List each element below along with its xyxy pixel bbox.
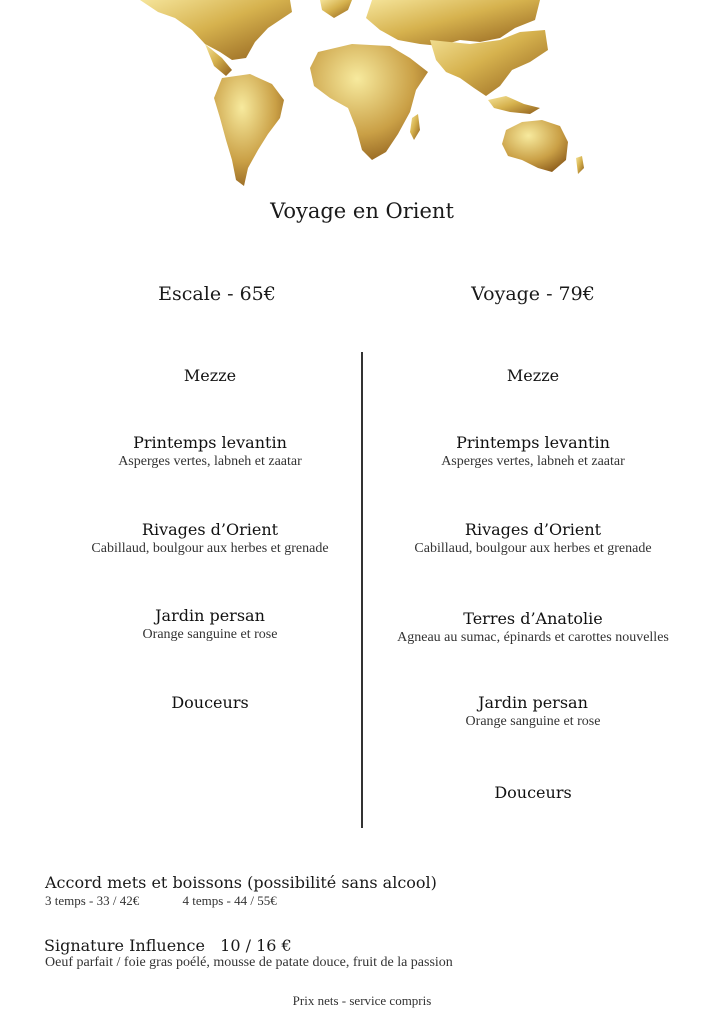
left-course-mezze: [35, 366, 385, 386]
course-name: Mezze: [506, 366, 560, 385]
left-course-printemps: [35, 433, 385, 471]
right-course-mezze: [358, 366, 708, 386]
course-description: Agneau au sumac, épinards et carottes nouvelles: [397, 630, 669, 645]
new-zealand-shape: [576, 156, 584, 174]
voyage-menu-heading: Voyage - 79€: [471, 283, 595, 305]
indonesia-shape: [488, 96, 540, 114]
australia-shape: [502, 120, 568, 172]
right-course-printemps: [358, 433, 708, 471]
south-america-shape: [214, 74, 284, 186]
course-name: Douceurs: [494, 783, 572, 802]
column-divider: [361, 352, 363, 828]
africa-shape: [310, 44, 428, 160]
pairing-option-3: 3 temps - 33 / 42€: [45, 893, 140, 908]
right-course-terres: [358, 609, 708, 647]
right-course-jardin: [358, 693, 708, 731]
greenland-shape: [320, 0, 352, 18]
course-name: Mezze: [183, 366, 237, 385]
course-name: Jardin persan: [478, 693, 588, 712]
course-name: Douceurs: [171, 693, 249, 712]
course-description: Asperges vertes, labneh et zaatar: [118, 454, 302, 469]
price-footnote: Prix nets - service compris: [292, 993, 432, 1008]
signature-dish-description: Oeuf parfait / foie gras poélé, mousse de patate douce, fruit de la passion: [45, 955, 453, 970]
escale-menu-heading: Escale - 65€: [158, 283, 276, 305]
north-america-shape: [140, 0, 292, 60]
course-name: Rivages d’Orient: [464, 520, 602, 539]
course-name: Terres d’Anatolie: [463, 609, 603, 628]
course-name: Rivages d’Orient: [141, 520, 279, 539]
course-name: Printemps levantin: [133, 433, 287, 452]
right-course-rivages: [358, 520, 708, 558]
course-description: Cabillaud, boulgour aux herbes et grenade: [414, 541, 652, 556]
left-course-rivages: [35, 520, 385, 558]
wine-pairing-options: [45, 893, 277, 909]
wine-pairing-title: Accord mets et boissons (possibilité sans alcool): [45, 873, 437, 892]
madagascar-shape: [410, 114, 420, 140]
course-description: Cabillaud, boulgour aux herbes et grenade: [91, 541, 329, 556]
right-course-douceurs: [358, 783, 708, 803]
course-description: Asperges vertes, labneh et zaatar: [441, 454, 625, 469]
course-name: Printemps levantin: [456, 433, 610, 452]
world-map-illustration: [0, 0, 724, 190]
pairing-option-4: 4 temps - 44 / 55€: [182, 893, 277, 908]
course-description: Orange sanguine et rose: [142, 627, 278, 642]
left-course-douceurs: [35, 693, 385, 713]
course-description: Orange sanguine et rose: [465, 714, 601, 729]
left-course-jardin: [35, 606, 385, 644]
signature-dish-title: Signature Influence 10 / 16 €: [44, 936, 292, 955]
menu-title: Voyage en Orient: [270, 199, 454, 223]
course-name: Jardin persan: [155, 606, 265, 625]
